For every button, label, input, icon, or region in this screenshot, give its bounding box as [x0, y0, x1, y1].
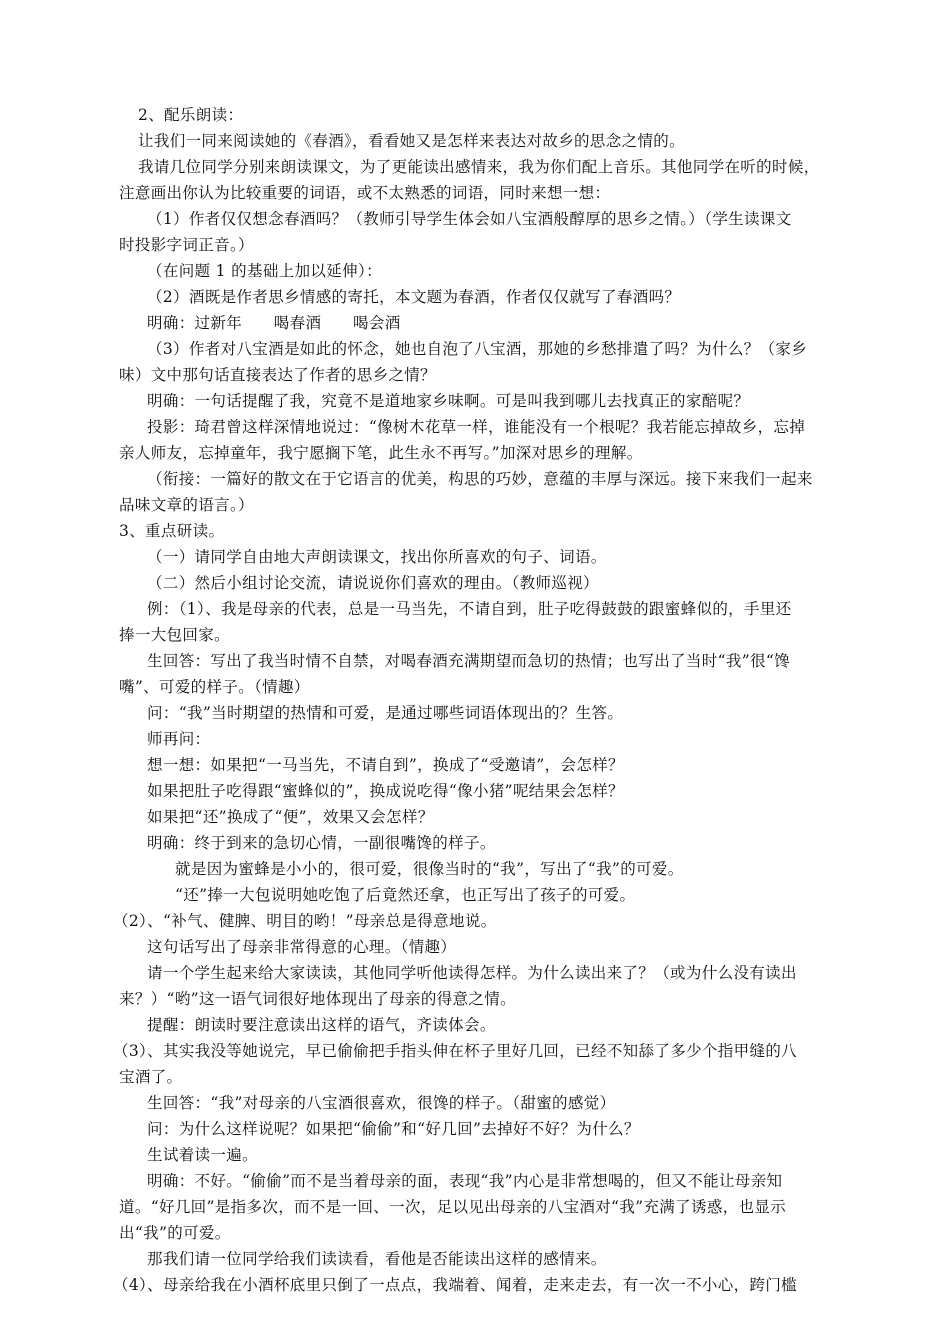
text-line: （衔接：一篇好的散文在于它语言的优美，构思的巧妙，意蕴的丰厚与深远。接下来我们一起来 [147, 470, 813, 488]
text-line: 注意画出你认为比较重要的词语，或不太熟悉的词语，同时来想一想： [119, 184, 611, 202]
text-line: 提醒：朗读时要注意读出这样的语气，齐读体会。 [147, 1016, 496, 1034]
text-line: 这句话写出了母亲非常得意的心理。（情趣） [147, 938, 457, 956]
text-line: 让我们一同来阅读她的《春酒》，看看她又是怎样来表达对故乡的思念之情的。 [138, 132, 686, 150]
text-line: 时投影字词正音。） [119, 236, 254, 254]
text-line: 生回答：写出了我当时情不自禁，对喝春酒充满期望而急切的热情；也写出了当时“我”很“馋 [147, 652, 790, 670]
text-line: 请一个学生起来给大家读读，其他同学听他读得怎样。为什么读出来了？（或为什么没有读出 [147, 964, 797, 982]
text-line: （4）、母亲给我在小酒杯底里只倒了一点点，我端着、闻着，走来走去，有一次一不小心，跨门槛 [113, 1276, 798, 1294]
text-line: 嘴”、可爱的样子。（情趣） [119, 678, 310, 696]
text-line: 2、配乐朗读： [138, 106, 244, 124]
text-line: 例：（1）、我是母亲的代表，总是一马当先，不请自到，肚子吃得鼓鼓的跟蜜蜂似的，手里还 [147, 600, 792, 618]
text-line: 明确：不好。“偷偷”而不是当着母亲的面，表现“我”内心是非常想喝的，但又不能让母亲知 [147, 1172, 783, 1190]
text-line: （在问题 1 的基础上加以延伸）： [147, 262, 382, 280]
text-line: （一）请同学自由地大声朗读课文，找出你所喜欢的句子、词语。 [147, 548, 607, 566]
text-line: 如果把“还”换成了“便”，效果又会怎样？ [147, 808, 434, 826]
text-line: 投影：琦君曾这样深情地说过：“像树木花草一样，谁能没有一个根呢？我若能忘掉故乡，忘掉 [147, 418, 806, 436]
text-line: 明确：过新年 喝春酒 喝会酒 [147, 314, 401, 332]
text-line: 宝酒了。 [119, 1068, 183, 1086]
text-line: （2）、“补气、健脾、明目的哟！”母亲总是得意地说。 [113, 912, 497, 930]
text-line: （3）、其实我没等她说完，早已偷偷把手指头伸在杯子里好几回，已经不知舔了多少个指甲缝的八 [113, 1042, 798, 1060]
text-line: （1）作者仅仅想念春酒吗？（教师引导学生体会如八宝酒般醇厚的思乡之情。）（学生读课文 [147, 210, 792, 228]
text-line: 明确：一句话提醒了我，究竟不是道地家乡味啊。可是叫我到哪儿去找真正的家醅呢？ [147, 392, 750, 410]
text-line: 生试着读一遍。 [147, 1146, 258, 1164]
text-line: （3）作者对八宝酒是如此的怀念，她也自泡了八宝酒，那她的乡愁排遣了吗？为什么？（家乡 [147, 340, 808, 358]
text-line: 如果把肚子吃得跟“蜜蜂似的”，换成说吃得“像小猪”呢结果会怎样？ [147, 782, 624, 800]
section-heading: 3、重点研读。 [119, 522, 225, 540]
text-line: 出“我”的可爱。 [119, 1224, 231, 1242]
text-line: 生回答：“我”对母亲的八宝酒很喜欢，很馋的样子。（甜蜜的感觉） [147, 1094, 616, 1112]
text-line: 捧一大包回家。 [119, 626, 230, 644]
text-line: 来？）“哟”这一语气词很好地体现出了母亲的得意之情。 [119, 990, 516, 1008]
text-line: 明确：终于到来的急切心情，一副很嘴馋的样子。 [147, 834, 496, 852]
text-line: 品味文章的语言。） [119, 496, 254, 514]
text-line: “还”捧一大包说明她吃饱了后竟然还拿，也正写出了孩子的可爱。 [175, 886, 636, 904]
text-line: 就是因为蜜蜂是小小的，很可爱，很像当时的“我”，写出了“我”的可爱。 [175, 860, 684, 878]
text-line: 那我们请一位同学给我们读读看，看他是否能读出这样的感情来。 [147, 1250, 607, 1268]
text-line: 问：“我”当时期望的热情和可爱，是通过哪些词语体现出的？生答。 [147, 704, 624, 722]
text-line: （2）酒既是作者思乡情感的寄托，本文题为春酒，作者仅仅就写了春酒吗？ [147, 288, 681, 306]
text-line: 师再问： [147, 730, 211, 748]
text-line: 味）文中那句话直接表达了作者的思乡之情？ [119, 366, 437, 384]
text-line: 道。“好几回”是指多次，而不是一回、一次，足以见出母亲的八宝酒对“我”充满了诱惑，也显示 [119, 1198, 787, 1216]
text-line: 想一想：如果把“一马当先，不请自到”，换成了“受邀请”，会怎样？ [147, 756, 624, 774]
text-line: 亲人师友，忘掉童年，我宁愿搁下笔，此生永不再写。”加深对思乡的理解。 [119, 444, 643, 462]
text-line: 我请几位同学分别来朗读课文，为了更能读出感情来，我为你们配上音乐。其他同学在听的时候， [138, 158, 820, 176]
text-line: 问：为什么这样说呢？如果把“偷偷”和“好几回”去掉好不好？为什么？ [147, 1120, 640, 1138]
text-line: （二）然后小组讨论交流，请说说你们喜欢的理由。（教师巡视） [147, 574, 599, 592]
